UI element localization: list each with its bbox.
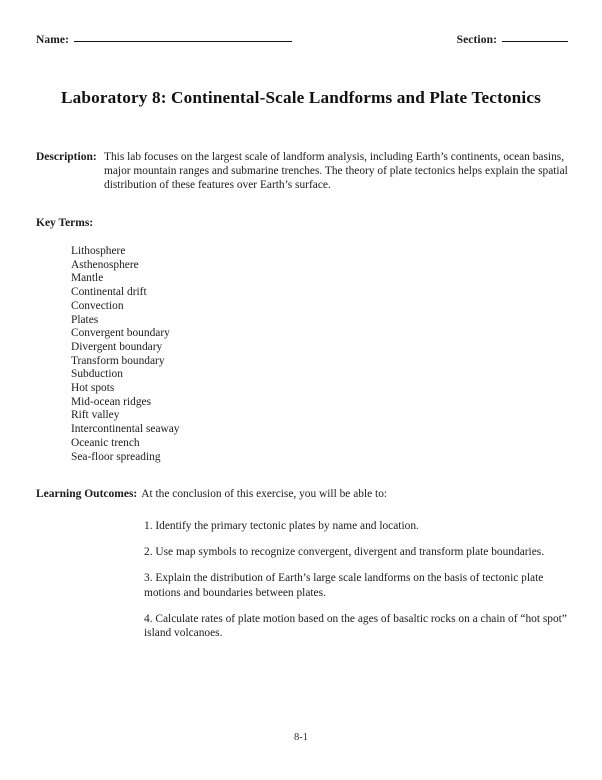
name-write-in-line[interactable] xyxy=(74,41,292,42)
section-label: Section: xyxy=(456,34,497,46)
list-item: Mid-ocean ridges xyxy=(71,395,152,408)
list-item: Asthenosphere xyxy=(71,258,139,271)
key-terms-list xyxy=(71,245,371,464)
list-item: Convergent boundary xyxy=(71,327,170,340)
learning-outcomes-list xyxy=(144,519,568,652)
list-item: Plates xyxy=(71,313,99,326)
learning-outcomes-label: Learning Outcomes: xyxy=(36,488,138,500)
list-item: Convection xyxy=(71,299,124,312)
learning-outcomes-intro: At the conclusion of this exercise, you will be able to: xyxy=(141,488,388,500)
list-item: Oceanic trench xyxy=(71,436,140,449)
list-item: Mantle xyxy=(71,272,104,285)
list-item: Lithosphere xyxy=(71,245,126,257)
name-label: Name: xyxy=(36,34,70,46)
list-item: Intercontinental seaway xyxy=(71,423,180,436)
list-item: Rift valley xyxy=(71,409,120,422)
list-item: Hot spots xyxy=(71,382,115,395)
key-terms-label: Key Terms: xyxy=(36,217,94,229)
description-section xyxy=(36,150,568,193)
list-item: Subduction xyxy=(71,368,123,381)
list-item: Continental drift xyxy=(71,286,147,299)
list-item: Transform boundary xyxy=(71,354,165,367)
section-field-group xyxy=(457,34,568,46)
list-item: Divergent boundary xyxy=(71,340,163,353)
description-label: Description: xyxy=(36,151,97,163)
page-title: Laboratory 8: Continental-Scale Landforms and Plate Tectonics xyxy=(61,88,541,107)
list-item: 1. Identify the primary tectonic plates by name and location. xyxy=(144,520,419,532)
list-item: 3. Explain the distribution of Earth’s large scale landforms on the basis of tectonic plate motions and boundaries between plates. xyxy=(144,572,544,599)
list-item: 2. Use map symbols to recognize convergent, divergent and transform plate boundaries. xyxy=(144,546,545,559)
page-footer: 8-1 xyxy=(293,732,309,743)
name-field-group xyxy=(36,34,292,46)
list-item: 4. Calculate rates of plate motion based on the ages of basaltic rocks on a chain of “hot spot” island volcanoes. xyxy=(144,612,567,640)
learning-outcomes-heading xyxy=(36,488,568,500)
description-text: This lab focuses on the largest scale of landform analysis, including Earth’s continents, ocean basins, major mountain ranges and submarine trenches. The theory of plate tectonics helps explain the spatial distribution of these features over Earth’s surface. xyxy=(104,151,568,192)
section-write-in-line[interactable] xyxy=(502,41,568,42)
list-item: Sea-floor spreading xyxy=(71,450,161,463)
student-info-header xyxy=(36,34,568,52)
